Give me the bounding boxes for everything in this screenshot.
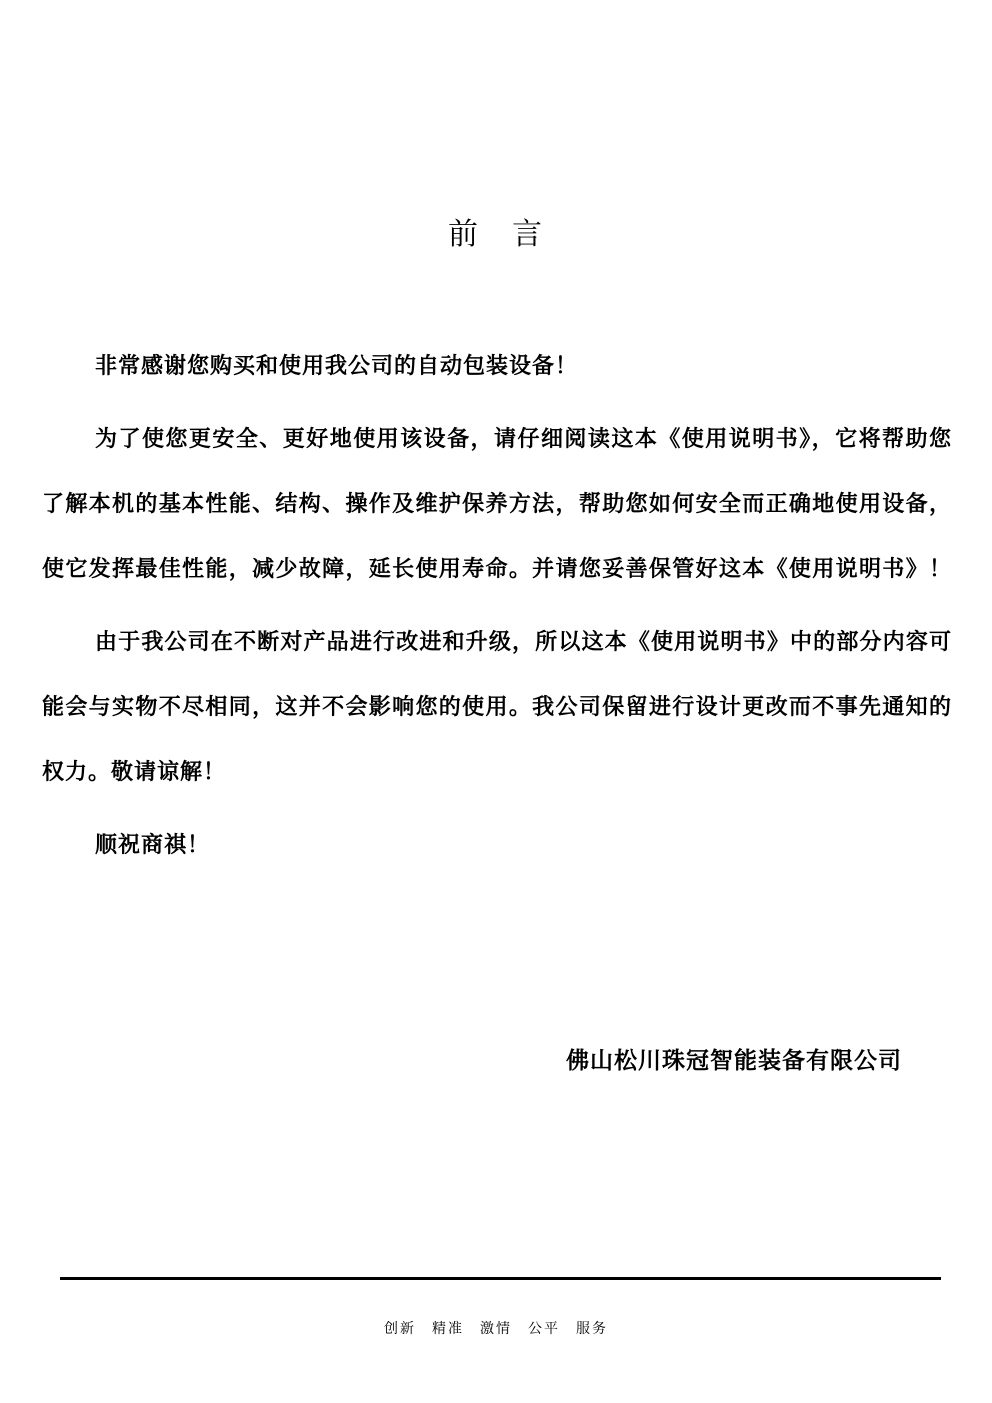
paragraph-thanks xyxy=(42,333,952,398)
document-body xyxy=(42,333,952,877)
text-line: 由于我公司在不断对产品进行改进和升级，所以这本《使用说明书》中的部分内容可 xyxy=(95,629,952,654)
text-line: 能会与实物不尽相同，这并不会影响您的使用。我公司保留进行设计更改而不事先通知的 xyxy=(42,694,952,719)
text-line: 顺祝商祺！ xyxy=(95,832,211,857)
text-line: 权力。敬请谅解！ xyxy=(42,759,227,784)
paragraph-best-wishes xyxy=(42,812,952,877)
page-title: 前 言 xyxy=(448,217,544,252)
text-line: 为了使您更安全、更好地使用该设备，请仔细阅读这本《使用说明书》，它将帮助您 xyxy=(95,426,952,451)
paragraph-read-manual xyxy=(42,406,952,601)
text-line: 使它发挥最佳性能，减少故障，延长使用寿命。并请您妥善保管好这本《使用说明书》！ xyxy=(42,556,952,581)
text-line: 了解本机的基本性能、结构、操作及维护保养方法，帮助您如何安全而正确地使用设备， xyxy=(42,491,952,516)
company-signature: 佛山松川珠冠智能装备有限公司 xyxy=(566,1047,902,1073)
footer-slogan: 创新 精准 激情 公平 服务 xyxy=(384,1320,608,1336)
paragraph-product-changes xyxy=(42,609,952,804)
footer-divider xyxy=(60,1277,941,1280)
text-line: 非常感谢您购买和使用我公司的自动包装设备！ xyxy=(95,353,579,378)
